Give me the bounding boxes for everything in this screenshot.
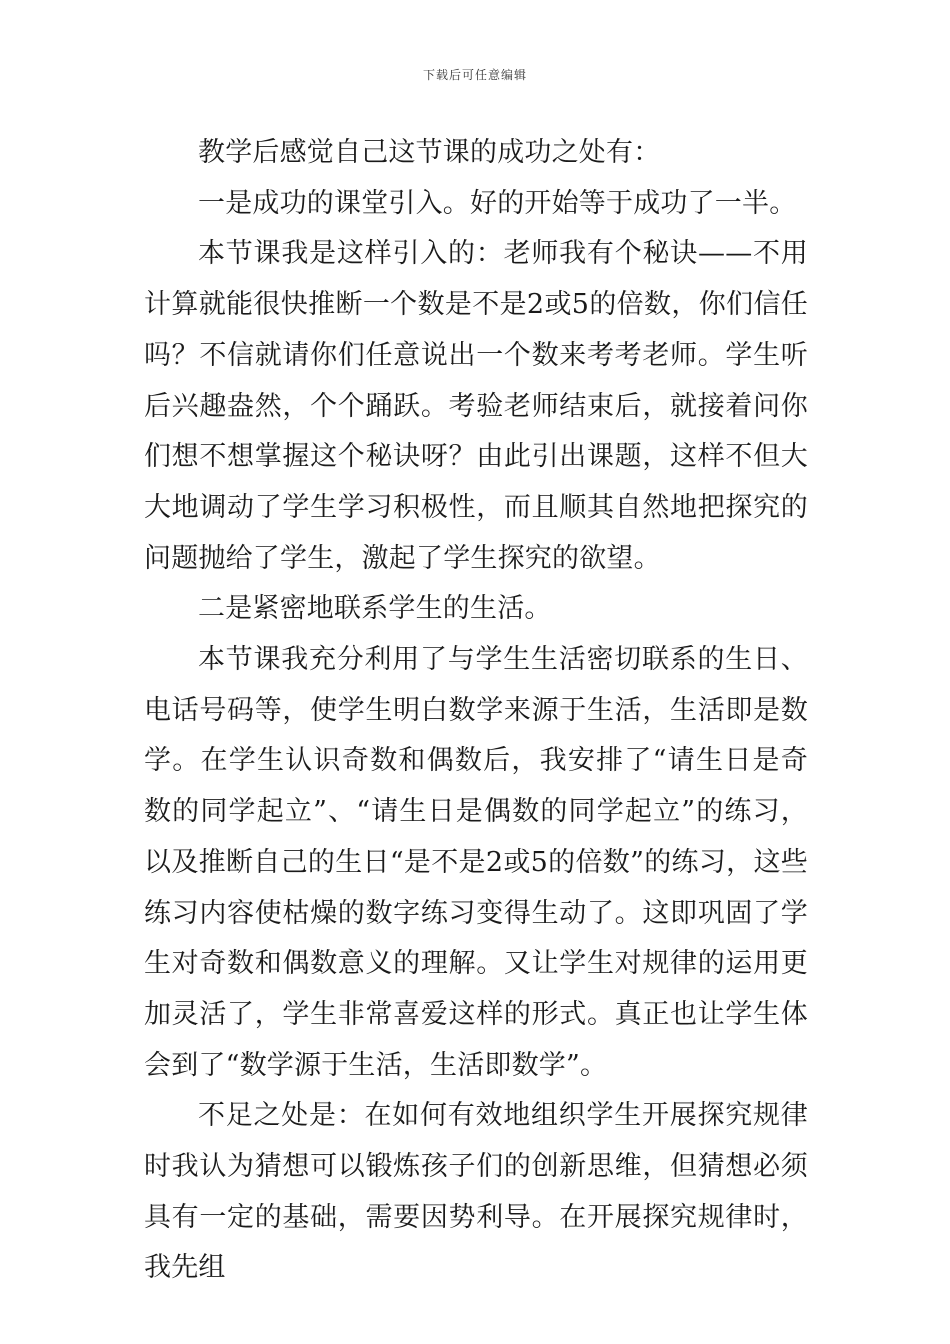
page-header: 下载后可任意编辑 (422, 68, 527, 82)
document-body (144, 128, 808, 1294)
paragraph-introduction-detail: 本节课我是这样引入的：老师我有个秘诀——不用计算就能很快推断一个数是不是2或5的倍数，你们信任吗？不信就请你们任意说出一个数来考考老师。学生听后兴趣盎然，个个踊跃。考验老师结束后，就接着问你们想不想掌握这个秘诀呀？由此引出课题，这样不但大大地调动了学生学习积极性，而且顺其自然地把探究的问题抛给了学生，激起了学生探究的欲望。 (144, 238, 808, 574)
paragraph-point-two: 二是紧密地联系学生的生活。 (198, 593, 552, 625)
paragraph-life-connection-detail: 本节课我充分利用了与学生生活密切联系的生日、电话号码等，使学生明白数学来源于生活，生活即是数学。在学生认识奇数和偶数后，我安排了“请生日是奇数的同学起立”、“请生日是偶数的同学起立”的练习，以及推断自己的生日“是不是2或5的倍数”的练习，这些练习内容使枯燥的数字练习变得生动了。这即巩固了学生对奇数和偶数意义的理解。又让学生对规律的运用更加灵活了，学生非常喜爱这样的形式。真正也让学生体会到了“数学源于生活，生活即数学”。 (144, 644, 808, 1081)
paragraph-success-intro: 教学后感觉自己这节课的成功之处有： (198, 137, 661, 168)
paragraph-shortcomings: 不足之处是：在如何有效地组织学生开展探究规律时我认为猜想可以锻炼孩子们的创新思维，但猜想必须具有一定的基础，需要因势利导。在开展探究规律时，我先组 (144, 1100, 808, 1284)
paragraph-point-one: 一是成功的课堂引入。好的开始等于成功了一半。 (198, 187, 797, 219)
